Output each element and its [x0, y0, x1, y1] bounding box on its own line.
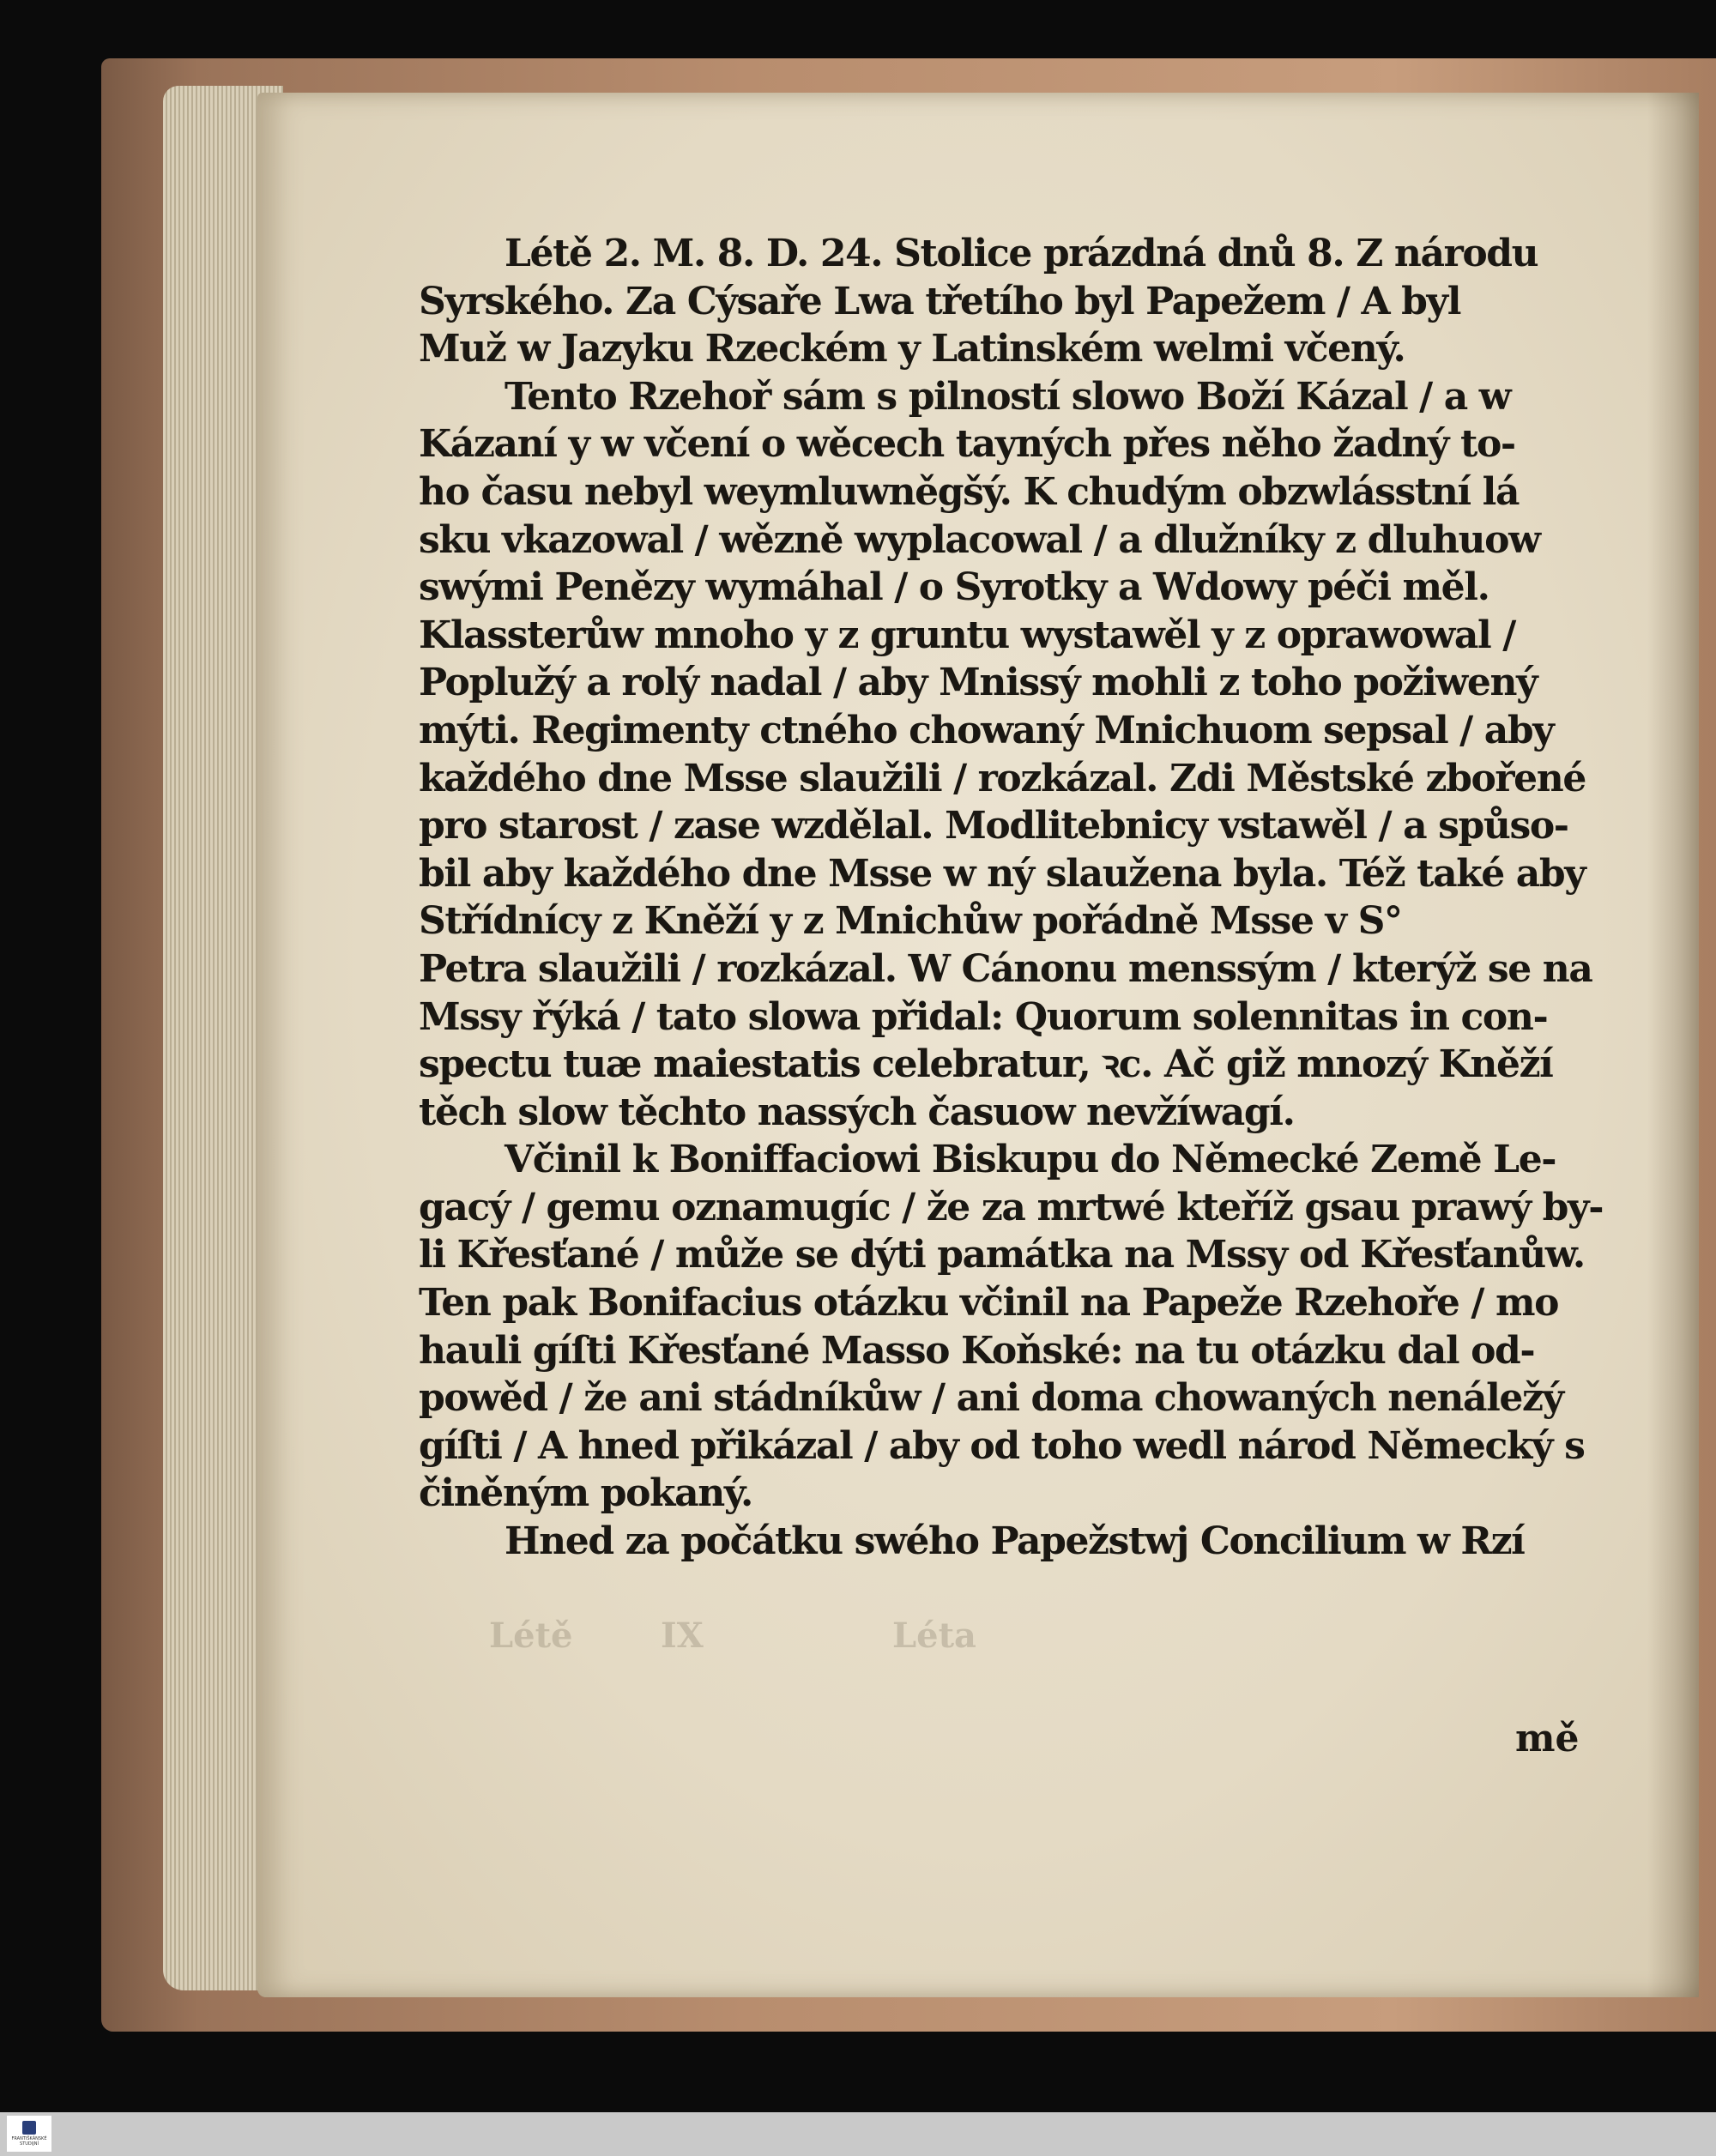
- text-line: činěným pokaný.: [419, 1471, 752, 1516]
- text-line: Poplužý a rolý nadal / aby Mnissý mohli z toho požiwený: [419, 661, 1538, 705]
- text-line: Kázaní y w včení o wěcech tayných přes něho žadný to-: [419, 422, 1515, 467]
- text-line: Syrského. Za Cýsaře Lwa třetího byl Papežem / A byl: [419, 279, 1461, 323]
- text-line: Létě 2. M. 8. D. 24. Stolice prázdná dnů 8. Z národu: [505, 232, 1538, 275]
- bleed-through-2: IX: [661, 1615, 704, 1656]
- gutter-shadow: [1647, 93, 1699, 1997]
- text-line: ho času nebyl weymluwněgšý. K chudým obzwlásstní lá: [419, 469, 1520, 514]
- text-line: sku vkazowal / wězně wyplacowal / a dlužníky z dluhuow: [419, 517, 1540, 562]
- book-page: [257, 93, 1699, 1997]
- text-line: Tento Rzehoř sám s pilností slowo Boží Kázal / a w: [505, 374, 1511, 419]
- text-line: swými Penězy wymáhal / o Syrotky a Wdowy péči měl.: [419, 565, 1489, 610]
- text-line: Mssy řýká / tato slowa přidal: Quorum solennitas in con-: [419, 994, 1548, 1039]
- text-line: Klassterůw mnoho y z gruntu wystawěl y z oprawowal /: [419, 613, 1515, 657]
- library-logo-icon: [22, 2121, 36, 2135]
- bleed-through-3: Létě: [489, 1615, 573, 1656]
- text-line: hauli gíſti Křesťané Masso Koňské: na tu otázku dal od-: [419, 1328, 1535, 1373]
- text-line: Střídnícy z Kněží y z Mnichůw pořádně Msse v S°: [419, 899, 1402, 944]
- text-line: bil aby každého dne Msse w ný slaužena byla. Též také aby: [419, 851, 1586, 896]
- text-line: každého dne Msse slaužili / rozkázal. Zdi Městské zbořené: [419, 756, 1586, 800]
- text-line: spectu tuæ maiestatis celebratur, ꝛc. Ač giž mnozý Kněží: [419, 1042, 1553, 1087]
- catchword: mě: [1515, 1717, 1580, 1760]
- text-line: gacý / gemu oznamugíc / že za mrtwé kteříž gsau prawý by-: [419, 1185, 1604, 1229]
- text-line: mýti. Regimenty ctného chowaný Mnichuom sepsal / aby: [419, 708, 1554, 752]
- footer-strip: [0, 2112, 1716, 2156]
- text-line: Včinil k Boniffaciowi Biskupu do Německé Země Le-: [505, 1138, 1556, 1182]
- text-line: li Křesťané / může se dýti památka na Mssy od Křesťanůw.: [419, 1233, 1585, 1277]
- text-line: Hned za počátku swého Papežstwj Concilium w Rzí: [505, 1519, 1525, 1564]
- bleed-through-1: Léta: [892, 1615, 976, 1656]
- text-line: pro starost / zase wzdělal. Modlitebnicy vstawěl / a spůso-: [419, 804, 1568, 849]
- library-logo-text: FRANTIŠKÁNSKÉ STUDIJNÍ: [11, 2136, 47, 2147]
- library-logo: [7, 2116, 51, 2152]
- text-line: Petra slaužili / rozkázal. W Cánonu menssým / kterýž se na: [419, 946, 1592, 991]
- page-text: [419, 230, 1603, 1566]
- text-line: powěd / že ani stádníkůw / ani doma chowaných nenáležý: [419, 1376, 1563, 1421]
- text-line: Ten pak Bonifacius otázku včinil na Papeže Rzehoře / mo: [419, 1281, 1559, 1326]
- text-line: Muž w Jazyku Rzeckém y Latinském welmi včený.: [419, 327, 1405, 371]
- text-line: těch slow těchto nassých časuow nevžíwagí.: [419, 1090, 1295, 1134]
- text-line: gíſti / A hned přikázal / aby od toho wedl národ Německý s: [419, 1423, 1585, 1468]
